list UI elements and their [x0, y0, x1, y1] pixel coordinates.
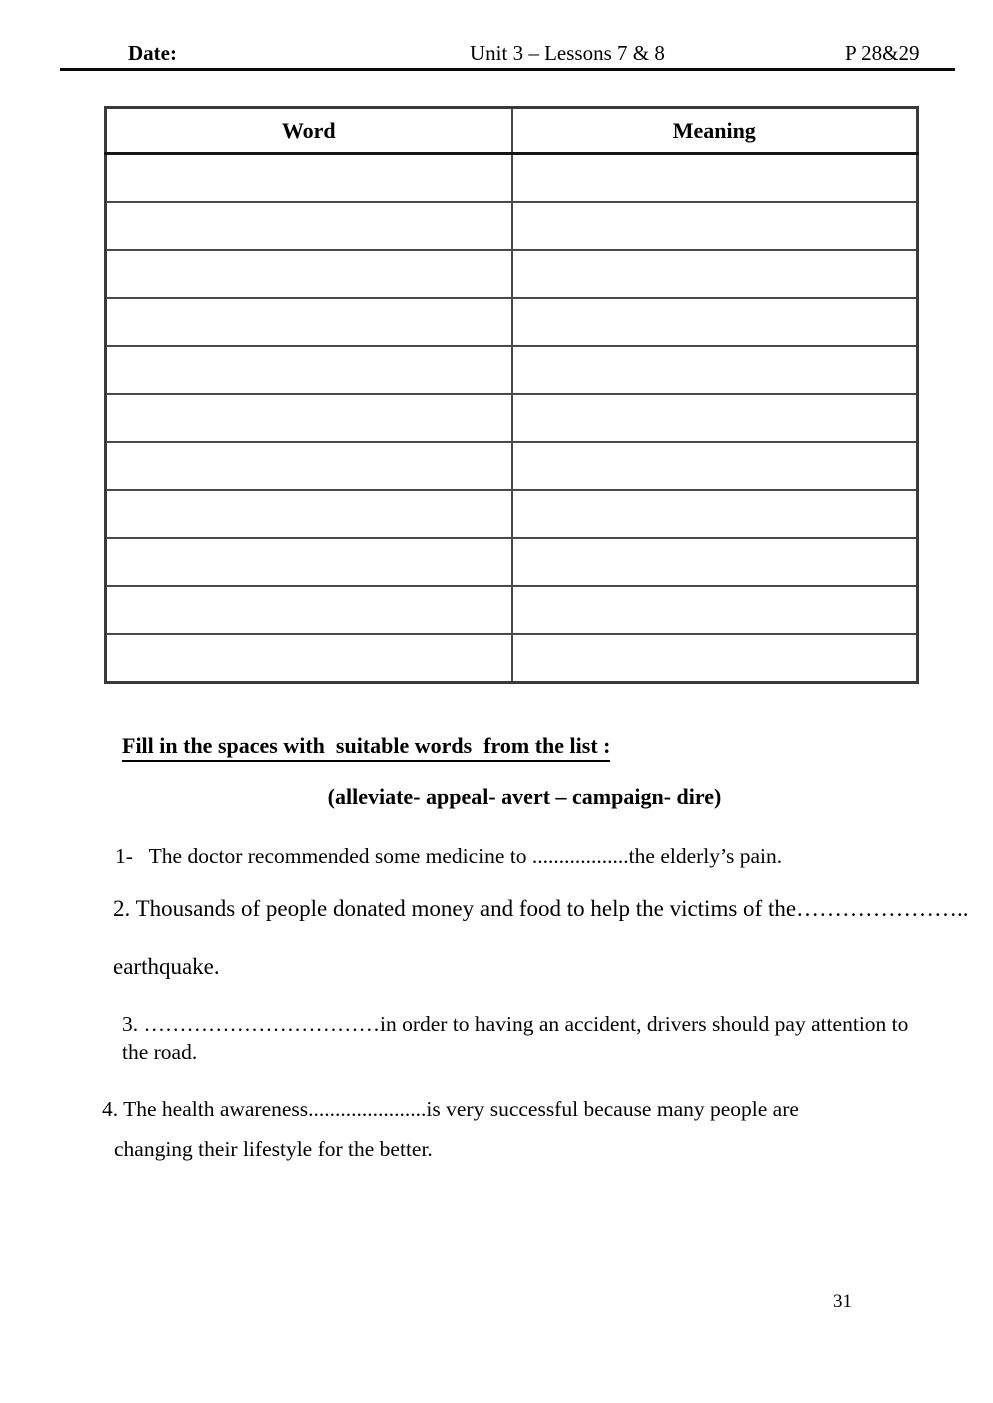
vocab-table-empty-cell [512, 634, 918, 683]
vocab-table-empty-cell [106, 634, 512, 683]
vocab-table-empty-cell [106, 394, 512, 442]
vocab-table-empty-cell [512, 586, 918, 634]
word-list: (alleviate- appeal- avert – campaign- dire) [327, 784, 722, 809]
vocab-column-word: Word [106, 108, 512, 154]
date-label: Date: [128, 41, 177, 65]
vocab-table-empty-cell [106, 346, 512, 394]
vocab-table-empty-cell [106, 490, 512, 538]
vocab-table-head [106, 108, 918, 154]
fill-item-2-line-2: earthquake. [113, 954, 220, 979]
vocab-table-empty-cell [512, 298, 918, 346]
fill-item-3-line-1: 3. ……………………………in order to having an accident, drivers should pay attention to [122, 1012, 909, 1036]
vocab-table-empty-row [106, 346, 918, 394]
vocab-table-empty-cell [512, 538, 918, 586]
vocab-table-empty-cell [512, 394, 918, 442]
vocab-table-empty-cell [106, 586, 512, 634]
vocab-table-empty-cell [106, 154, 512, 203]
vocab-table-empty-row [106, 298, 918, 346]
vocab-table-empty-row [106, 490, 918, 538]
vocab-column-meaning: Meaning [512, 108, 918, 154]
fill-item-4-line-1: 4. The health awareness......................is very successful because many people are [102, 1097, 799, 1121]
vocab-table-empty-row [106, 442, 918, 490]
vocab-table-empty-cell [106, 250, 512, 298]
vocab-table [104, 106, 919, 684]
fill-item-2-line-1: 2. Thousands of people donated money and food to help the victims of the………………….. [113, 896, 969, 921]
page-reference: P 28&29 [845, 41, 920, 65]
fill-section-heading-wrap [122, 733, 610, 759]
vocab-table-empty-cell [512, 154, 918, 203]
vocab-table-empty-row [106, 154, 918, 203]
vocab-table-empty-cell [512, 442, 918, 490]
vocab-table-empty-cell [512, 250, 918, 298]
vocab-table-empty-row [106, 586, 918, 634]
page-number: 31 [833, 1291, 852, 1312]
fill-section-heading: Fill in the spaces with suitable words from the list : [122, 733, 610, 762]
vocab-table-empty-row [106, 202, 918, 250]
vocab-table-empty-row [106, 394, 918, 442]
vocab-table-empty-cell [106, 202, 512, 250]
vocab-table-empty-row [106, 250, 918, 298]
vocab-table-empty-cell [106, 538, 512, 586]
fill-item-1: 1- The doctor recommended some medicine to ..................the elderly’s pain. [115, 844, 783, 868]
vocab-table-header-row [106, 108, 918, 154]
vocab-table-empty-cell [106, 298, 512, 346]
fill-item-3-line-2: the road. [122, 1040, 198, 1064]
vocab-table-empty-cell [512, 346, 918, 394]
vocab-table-empty-row [106, 634, 918, 683]
header-rule [60, 68, 955, 71]
vocab-table-empty-cell [512, 202, 918, 250]
vocab-table-empty-cell [106, 442, 512, 490]
vocab-table-body [106, 154, 918, 683]
vocab-table-empty-row [106, 538, 918, 586]
vocab-table-empty-cell [512, 490, 918, 538]
unit-title: Unit 3 – Lessons 7 & 8 [470, 41, 665, 65]
fill-item-4-line-2: changing their lifestyle for the better. [114, 1137, 433, 1161]
